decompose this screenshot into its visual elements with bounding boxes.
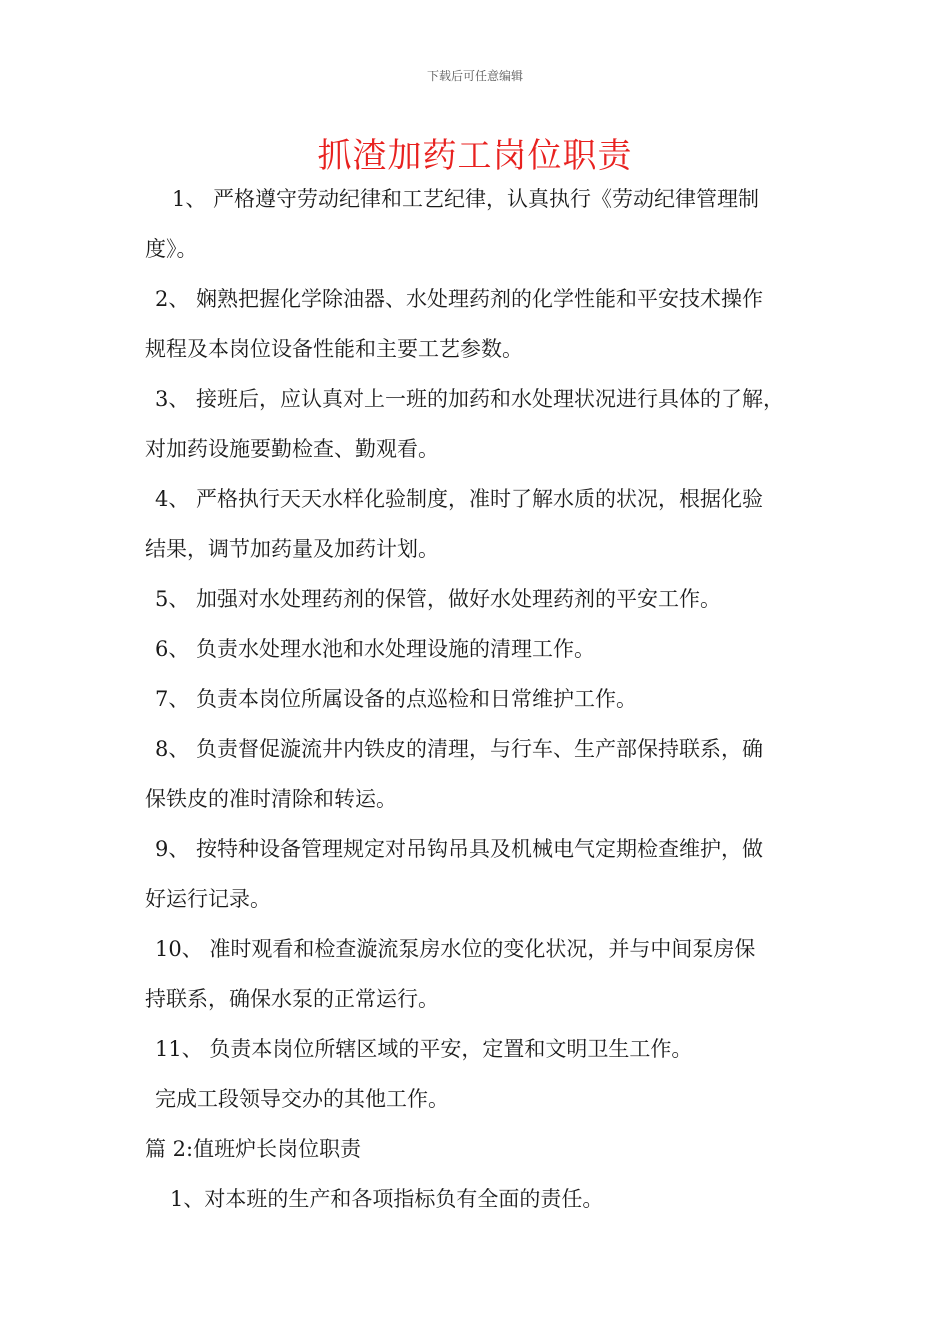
duty-item-4-line-2: 结果，调节加药量及加药计划。 — [145, 537, 439, 561]
duty-item-2-line-1: 2、 娴熟把握化学除油器、水处理药剂的化学性能和平安技术操作 — [155, 287, 764, 311]
duty-item-4-line-1: 4、 严格执行天天水样化验制度，准时了解水质的状况，根据化验 — [155, 487, 764, 511]
duty-item-1-line-1: 1、 严格遵守劳动纪律和工艺纪律，认真执行《劳动纪律管理制 — [172, 187, 760, 211]
duty-item-3-line-1: 3、 接班后，应认真对上一班的加药和水处理状况进行具体的了解， — [155, 387, 785, 411]
duty-item-6: 6、 负责水处理水池和水处理设施的清理工作。 — [155, 637, 596, 661]
duty-item-9-line-2: 好运行记录。 — [145, 887, 271, 911]
document-title: 抓渣加药工岗位职责 — [317, 136, 633, 176]
duty-item-final: 完成工段领导交办的其他工作。 — [155, 1087, 449, 1111]
duty-item-1-line-2: 度》。 — [145, 237, 198, 261]
section-2-item-1: 1、对本班的生产和各项指标负有全面的责任。 — [170, 1187, 604, 1211]
header-note: 下载后可任意编辑 — [426, 69, 523, 83]
duty-item-7: 7、 负责本岗位所属设备的点巡检和日常维护工作。 — [155, 687, 638, 711]
duty-item-3-line-2: 对加药设施要勤检查、勤观看。 — [145, 437, 439, 461]
duty-item-5: 5、 加强对水处理药剂的保管，做好水处理药剂的平安工作。 — [155, 587, 722, 611]
duty-item-11: 11、 负责本岗位所辖区域的平安，定置和文明卫生工作。 — [155, 1037, 693, 1061]
section-heading: 篇 2:值班炉长岗位职责 — [145, 1137, 362, 1161]
duty-item-10-line-2: 持联系，确保水泵的正常运行。 — [145, 987, 439, 1011]
duty-item-10-line-1: 10、 准时观看和检查漩流泵房水位的变化状况，并与中间泵房保 — [155, 937, 756, 961]
duty-item-8-line-1: 8、 负责督促漩流井内铁皮的清理，与行车、生产部保持联系，确 — [155, 737, 764, 761]
duty-item-8-line-2: 保铁皮的准时清除和转运。 — [145, 787, 397, 811]
duty-item-2-line-2: 规程及本岗位设备性能和主要工艺参数。 — [145, 337, 523, 361]
duty-item-9-line-1: 9、 按特种设备管理规定对吊钩吊具及机械电气定期检查维护，做 — [155, 837, 764, 861]
